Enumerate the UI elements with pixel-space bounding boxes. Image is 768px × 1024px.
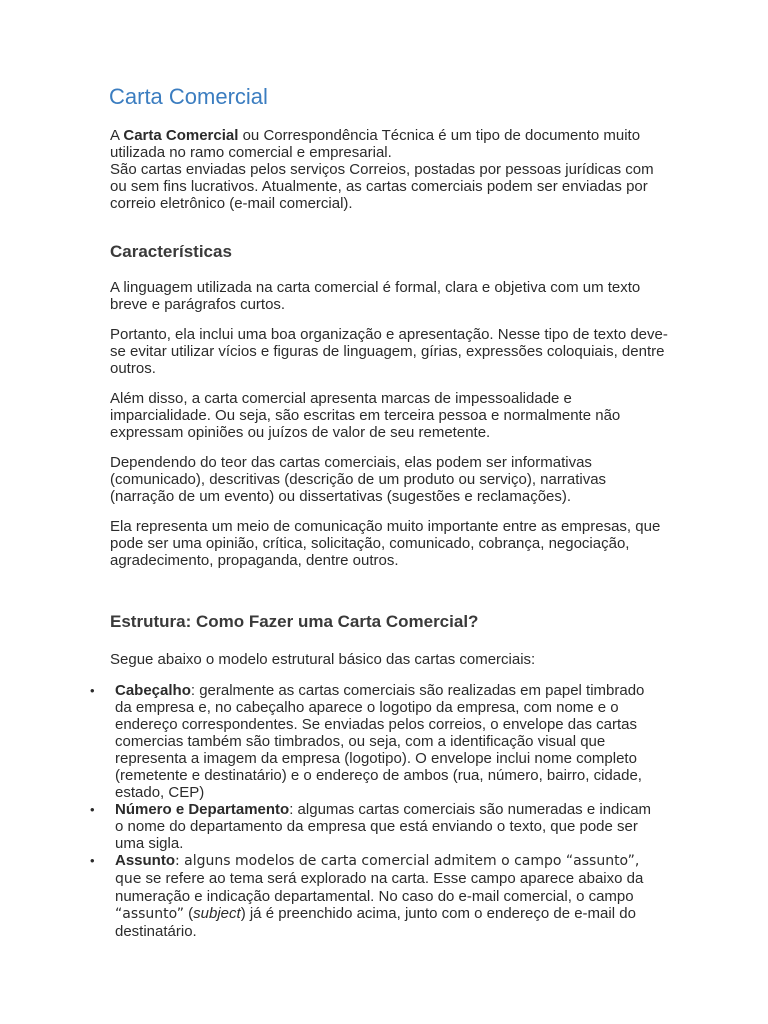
list-item-term: Assunto	[115, 852, 175, 869]
list-item-text: ) já é preenchido acima, junto com o endereço de e-mail do destinatário.	[115, 905, 636, 940]
list-item-quote: “assunto”	[115, 906, 184, 922]
page-title: Carta Comercial	[109, 84, 268, 109]
paragraph-5: Ela representa um meio de comunicação muito importante entre as empresas, que pode ser uma opinião, crítica, solicitação, comunicado, cobrança, negociação, agradecimento, propaganda, dentre outros.	[110, 518, 661, 569]
list-item-italic: subject	[193, 905, 241, 922]
list-item-text: se refere ao tema será explorado na carta. Esse campo aparece abaixo da numeração e indicação departamental. No caso do e-mail comercial, o campo	[115, 870, 644, 905]
structure-list	[0, 682, 680, 940]
paragraph-4: Dependendo do teor das cartas comerciais, elas podem ser informativas (comunicado), descritivas (descrição de um produto ou serviço), narrativas (narração de um evento) ou dissertativas (sugestões e reclamações).	[110, 454, 607, 505]
intro-line2: São cartas enviadas pelos serviços Correios, postadas por pessoas jurídicas com ou sem fins lucrativos. Atualmente, as cartas comerciais podem ser enviadas por correio eletrônico (e-mail comercial).	[110, 161, 654, 212]
intro-lead: A	[110, 127, 124, 144]
intro-paragraph	[110, 127, 670, 212]
section-heading-caracteristicas: Características	[110, 242, 232, 261]
list-item-assunto	[0, 852, 655, 940]
list-item-term: Cabeçalho	[115, 682, 191, 699]
paragraph-1: A linguagem utilizada na carta comercial é formal, clara e objetiva com um texto breve e parágrafos curtos.	[110, 279, 641, 313]
list-item-text: (	[183, 905, 194, 922]
bullet-icon: •	[90, 802, 95, 817]
bullet-icon: •	[90, 683, 95, 698]
list-item-text: : geralmente as cartas comerciais são realizadas em papel timbrado da empresa e, no cabeçalho aparece o logotipo da empresa, com nome e o endereço correspondentes. Se enviadas pelos correios, o envelope das cartas comercias também são timbrados, ou seja, com a identificação visual que representa a imagem da empresa (logotipo). O envelope inclui nome completo (remetente e destinatário) e o endereço de ambos (rua, número, bairro, cidade, estado, CEP)	[115, 682, 645, 801]
list-item-text: : algumas cartas comerciais são numeradas e indicam o nome do departamento da empresa que está enviando o texto, que pode ser uma sigla.	[115, 801, 652, 852]
list-item-numero	[0, 801, 655, 852]
intro-rest: ou Correspondência Técnica é um tipo de documento muito utilizada no ramo comercial e empresarial.	[110, 127, 641, 161]
list-item-cabecalho	[0, 682, 655, 801]
intro-bold-term: Carta Comercial	[123, 127, 239, 144]
paragraph-3: Além disso, a carta comercial apresenta marcas de impessoalidade e imparcialidade. Ou seja, são escritas em terceira pessoa e normalmente não expressam opiniões ou juízos de valor de seu remetente.	[110, 390, 621, 441]
paragraph-2: Portanto, ela inclui uma boa organização e apresentação. Nesse tipo de texto deve-se evitar utilizar vícios e figuras de linguagem, gírias, expressões coloquiais, dentre outros.	[110, 326, 668, 377]
list-item-term: Número e Departamento	[115, 801, 290, 818]
bullet-icon: •	[90, 853, 95, 868]
list-item-text: : alguns modelos de carta comercial admitem o campo “assunto”, que	[115, 853, 640, 887]
structure-intro: Segue abaixo o modelo estrutural básico das cartas comerciais:	[110, 651, 536, 668]
section-heading-estrutura: Estrutura: Como Fazer uma Carta Comercial?	[110, 612, 479, 631]
